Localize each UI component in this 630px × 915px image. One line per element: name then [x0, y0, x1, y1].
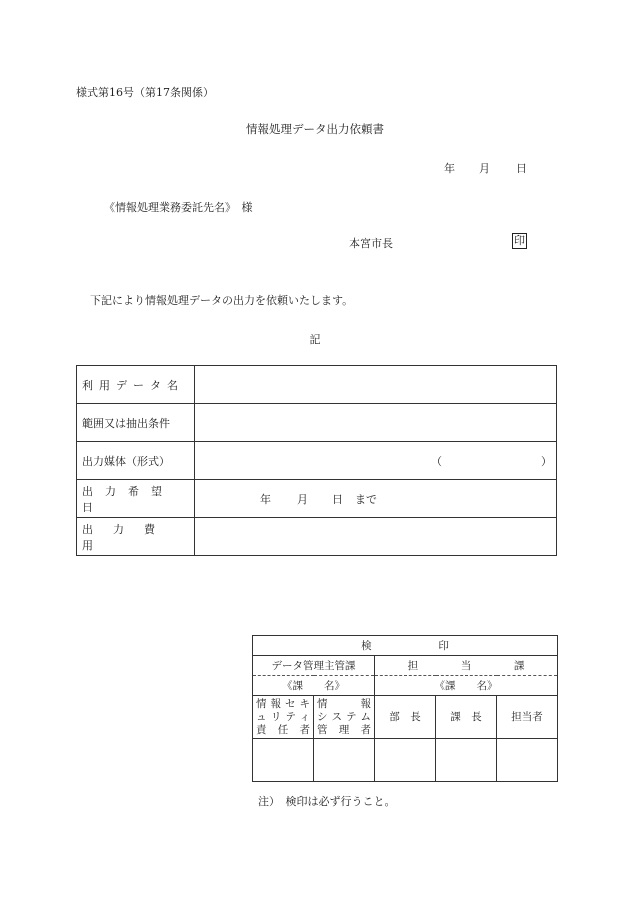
tantou-dept-header — [375, 656, 558, 676]
col-system-admin — [314, 696, 375, 739]
seal-title — [253, 636, 558, 656]
table-row — [77, 480, 557, 518]
document-date — [444, 160, 527, 176]
addressee: 《情報処理業務委託先名》 様 — [104, 201, 253, 214]
row-label-data-name — [77, 366, 195, 404]
col1-line3: 責任者 — [256, 723, 310, 736]
request-text: 下記により情報処理データの出力を依頼いたします。 — [90, 294, 354, 307]
data-name-field[interactable] — [195, 366, 557, 404]
section-name-left: 《課 名》 — [253, 676, 375, 696]
col-director: 部 長 — [375, 696, 436, 739]
paren-close: ） — [541, 455, 552, 468]
label-text: 出力媒体（形式） — [82, 454, 170, 468]
label-text: 範囲又は抽出条件 — [82, 416, 170, 430]
inspection-seal-table — [252, 635, 558, 782]
table-row — [253, 739, 558, 782]
table-row — [77, 366, 557, 404]
col1-line1: 情報セキ — [256, 697, 310, 710]
seal-box-security[interactable] — [253, 739, 314, 782]
seal-mark: 印 — [514, 234, 525, 247]
desired-suffix: まで — [355, 493, 377, 506]
col-section-chief: 課 長 — [436, 696, 497, 739]
col1-line2: ュリティ — [256, 710, 310, 723]
desired-month: 月 — [297, 493, 308, 506]
issuer-name: 本宮市長 — [349, 237, 393, 250]
footnote: 注） 検印は必ず行うこと。 — [258, 795, 396, 808]
tantou-1: 担 — [407, 660, 419, 672]
seal-box-director[interactable] — [375, 739, 436, 782]
col-security-officer — [253, 696, 314, 739]
label-text: 出力費用 — [82, 522, 175, 552]
table-row — [77, 404, 557, 442]
desired-day: 日 — [332, 493, 343, 506]
table-row — [253, 696, 558, 739]
seal-box-charge[interactable] — [497, 739, 558, 782]
seal-title-right: 印 — [438, 640, 449, 652]
data-dept-header: データ管理主管課 — [253, 656, 375, 676]
paren-open: （ — [431, 455, 442, 468]
seal-box-system[interactable] — [314, 739, 375, 782]
col2-line1: 情 報 — [317, 697, 371, 710]
ki-heading: 記 — [309, 333, 321, 346]
date-year: 年 — [444, 162, 455, 175]
table-row — [253, 636, 558, 656]
date-month: 月 — [479, 162, 490, 175]
label-spread: 利用データ名 — [82, 378, 184, 392]
table-row — [77, 442, 557, 480]
date-day: 日 — [516, 162, 527, 175]
table-row — [253, 656, 558, 676]
table-row — [253, 676, 558, 696]
row-label-range — [77, 404, 195, 442]
seal-box-chief[interactable] — [436, 739, 497, 782]
row-label-media — [77, 442, 195, 480]
label-text: 出力希望日 — [82, 484, 174, 514]
section-name-right: 《課 名》 — [375, 676, 558, 696]
output-media-field[interactable] — [195, 442, 557, 480]
form-number: 様式第16号（第17条関係） — [76, 86, 214, 99]
desired-year: 年 — [260, 493, 271, 506]
table-row — [77, 518, 557, 556]
row-label-date — [77, 480, 195, 518]
tantou-3: 課 — [513, 660, 525, 672]
desired-date-field[interactable] — [195, 480, 557, 518]
row-label-cost — [77, 518, 195, 556]
seal-title-left: 検 — [361, 640, 372, 652]
request-table — [76, 365, 557, 556]
output-cost-field[interactable] — [195, 518, 557, 556]
col2-line2: システム — [317, 710, 371, 723]
col2-line3: 管理者 — [317, 723, 371, 736]
label-text — [82, 377, 189, 393]
range-condition-field[interactable] — [195, 404, 557, 442]
col-person-in-charge: 担当者 — [497, 696, 558, 739]
document-title: 情報処理データ出力依頼書 — [246, 122, 384, 136]
tantou-2: 当 — [460, 660, 472, 672]
